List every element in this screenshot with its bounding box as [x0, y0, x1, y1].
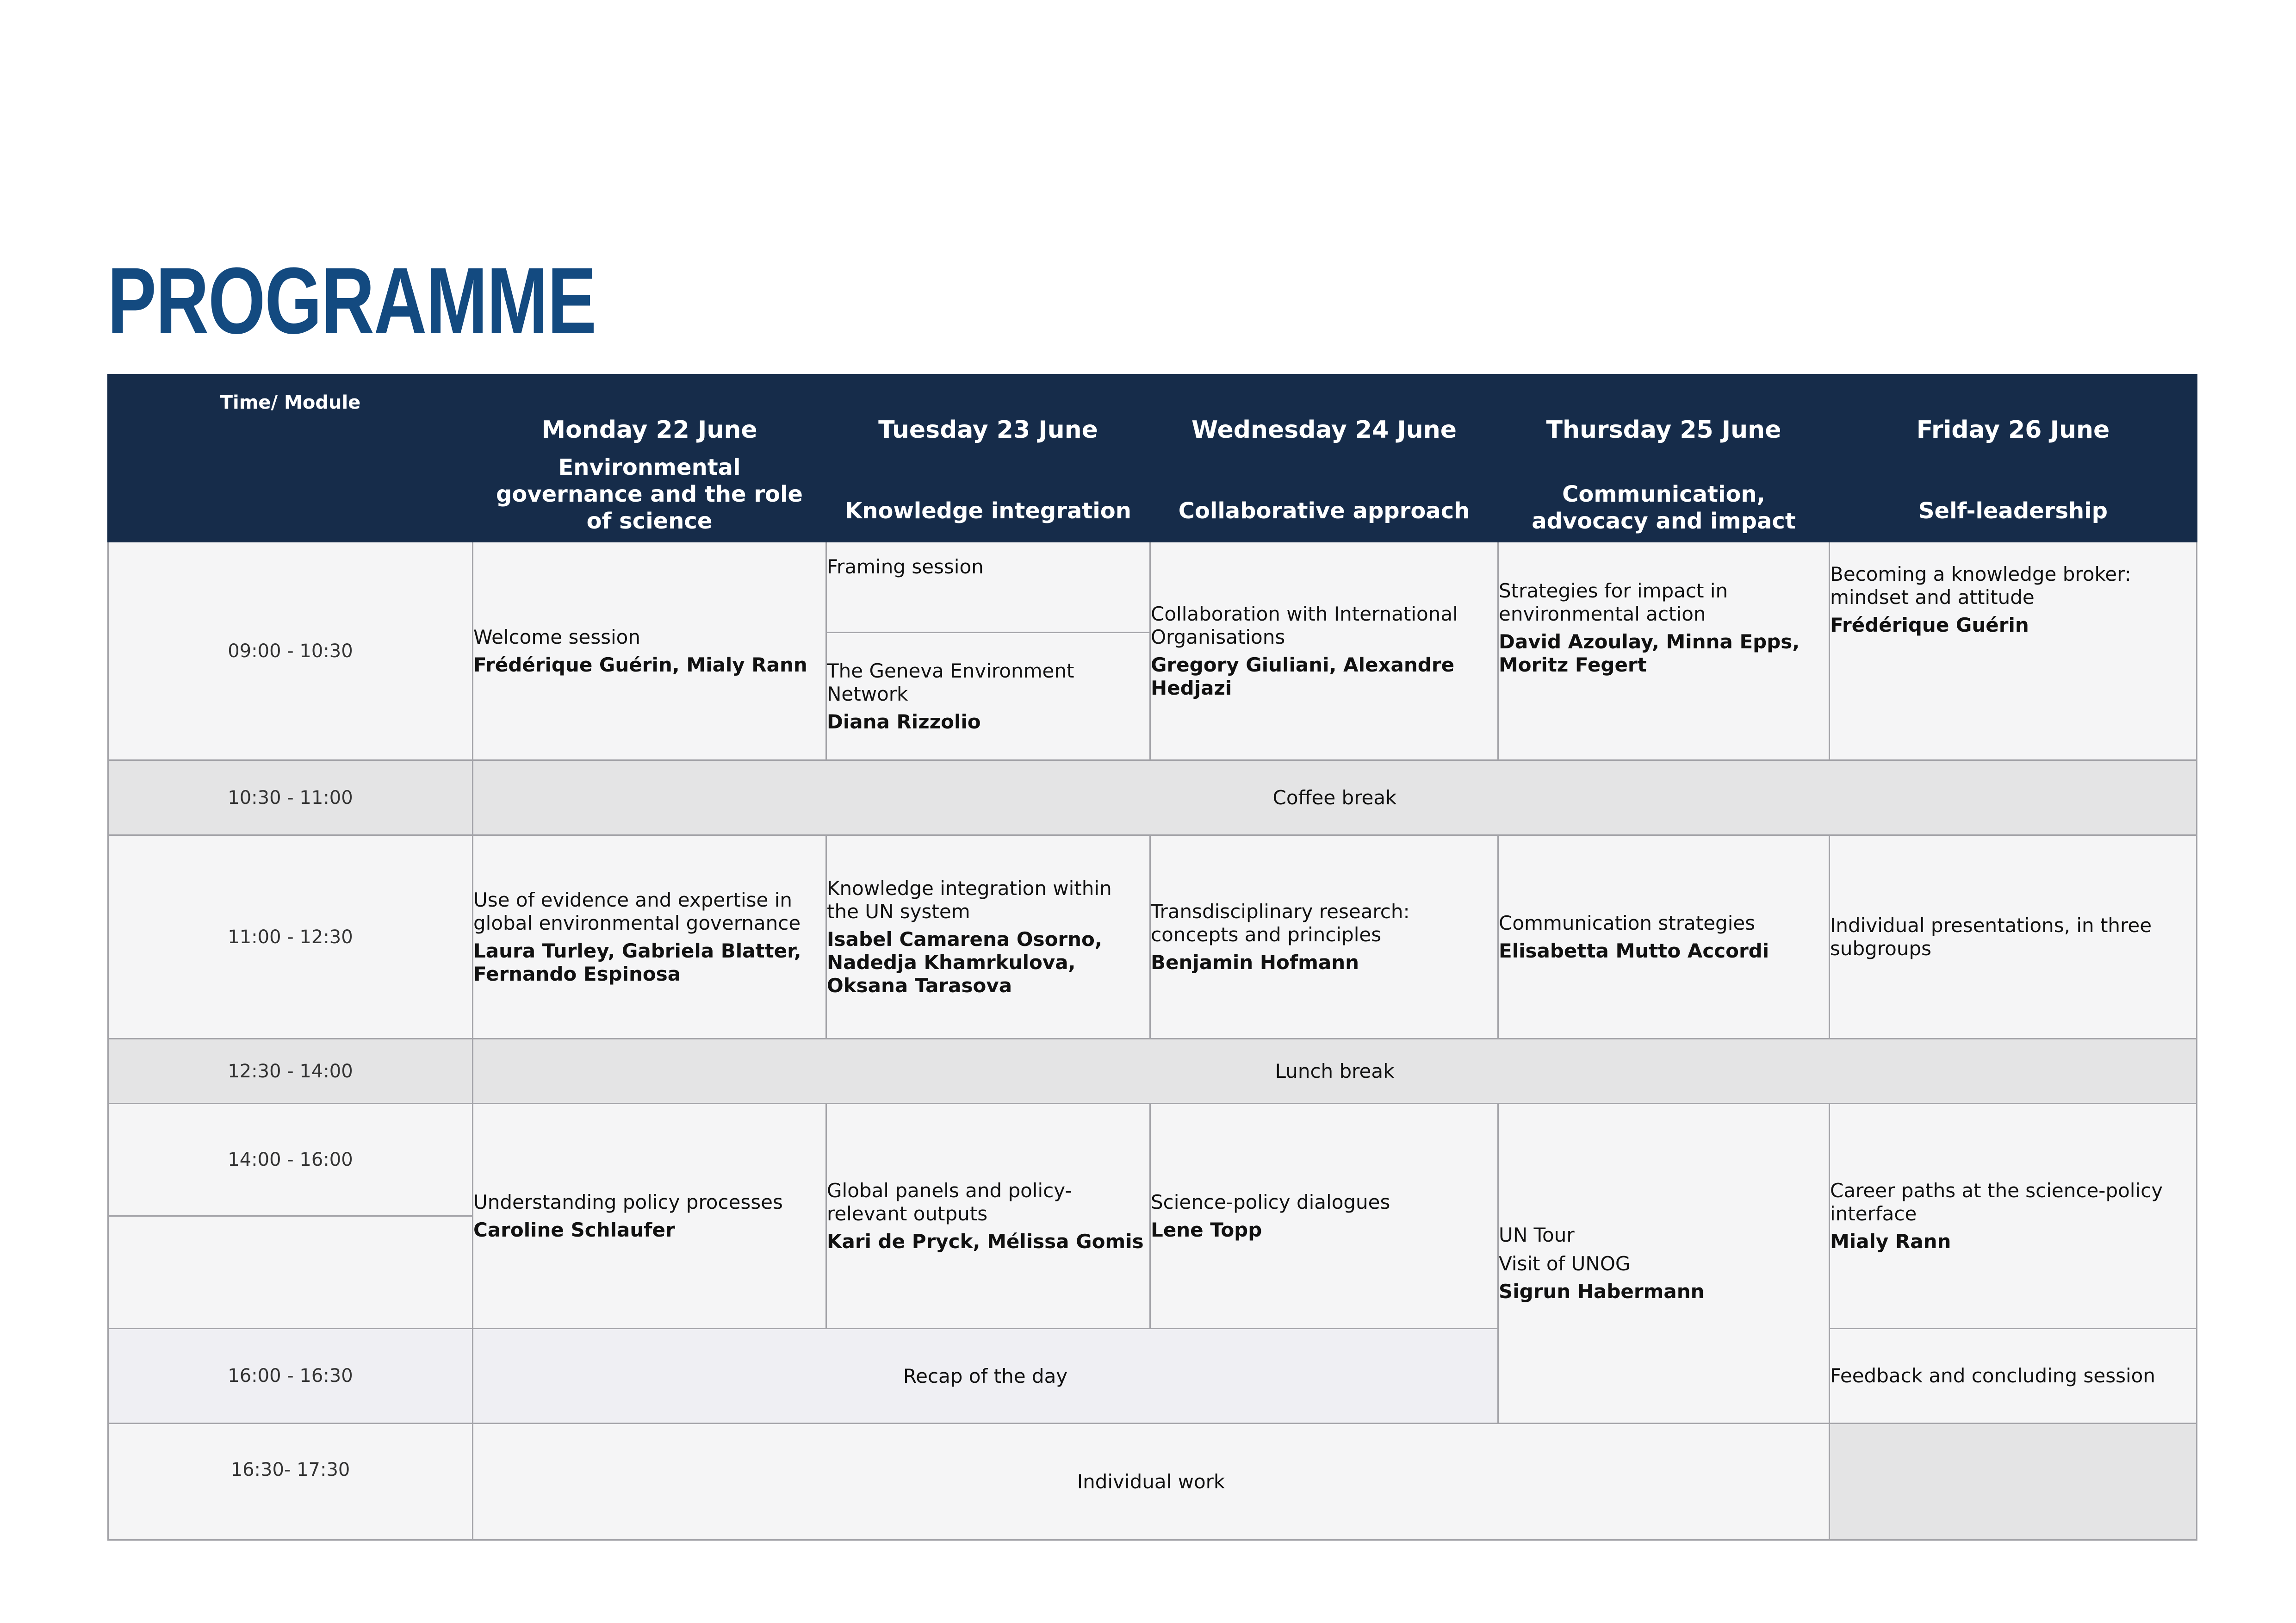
session-title: Collaboration with International Organisations [1151, 602, 1458, 648]
session-cell [1830, 1329, 2197, 1424]
session-speakers: Diana Rizzolio [827, 710, 981, 733]
session-cell [826, 835, 1150, 1039]
session-cell [826, 1104, 1150, 1329]
header-row [108, 375, 2197, 542]
session-title: Framing session [827, 555, 984, 578]
session-cell [473, 835, 826, 1039]
session-speakers: Isabel Camarena Osorno, Nadedja Khamrkulova, Oksana Tarasova [827, 927, 1102, 997]
session-title: Science-policy dialogues [1151, 1190, 1390, 1213]
session-cell [826, 633, 1150, 760]
page-title: PROGRAMME [107, 248, 596, 354]
time-cell: 16:00 - 16:30 [108, 1329, 473, 1424]
module-label: Collaborative approach [1178, 498, 1470, 524]
session-cell [1830, 1104, 2197, 1329]
header-monday [473, 375, 826, 542]
session-speakers: Caroline Schlaufer [473, 1218, 675, 1241]
session-title: Understanding policy processes [473, 1190, 783, 1213]
header-time-module [108, 375, 473, 542]
time-cell: 09:00 - 10:30 [108, 542, 473, 760]
day-label: Wednesday 24 June [1191, 416, 1457, 444]
header-tuesday [826, 375, 1150, 542]
session-speakers: Lene Topp [1151, 1218, 1262, 1241]
session-cell [1498, 542, 1830, 760]
session-title: Use of evidence and expertise in global environmental governance [473, 888, 801, 934]
session-title: Welcome session [473, 625, 640, 648]
session-speakers: Kari de Pryck, Mélissa Gomis [827, 1230, 1144, 1253]
session-title: Strategies for impact in environmental action [1499, 579, 1728, 625]
session-title: UN Tour [1499, 1224, 1575, 1246]
day-label: Thursday 25 June [1546, 416, 1781, 444]
module-label: Communication, advocacy and impact [1532, 481, 1796, 534]
session-title: Communication strategies [1499, 911, 1756, 934]
session-title: Feedback and concluding session [1830, 1364, 2155, 1387]
session-speakers: Frédérique Guérin [1830, 614, 2029, 636]
time-cell: 10:30 - 11:00 [108, 760, 473, 835]
coffee-break: Coffee break [473, 760, 2197, 835]
session-title: Individual presentations, in three subgroups [1830, 914, 2152, 960]
lunch-break: Lunch break [473, 1039, 2197, 1104]
programme-table [107, 374, 2197, 1541]
header-wednesday [1150, 375, 1498, 542]
table-row [108, 1039, 2197, 1104]
session-title: Knowledge integration within the UN system [827, 877, 1112, 923]
session-cell [473, 542, 826, 760]
session-title: Transdisciplinary research: concepts and principles [1151, 900, 1410, 946]
header-friday [1830, 375, 2197, 542]
table-row [108, 1329, 2197, 1424]
table-row [108, 1104, 2197, 1216]
individual-work: Individual work [473, 1424, 1830, 1540]
recap-of-the-day: Recap of the day [473, 1329, 1498, 1424]
session-speakers: Elisabetta Mutto Accordi [1499, 939, 1769, 962]
session-speakers: Frédérique Guérin, Mialy Rann [473, 653, 807, 676]
session-cell [473, 1104, 826, 1329]
session-title: Career paths at the science-policy interface [1830, 1179, 2163, 1225]
session-cell [1150, 542, 1498, 760]
session-cell [1150, 835, 1498, 1039]
session-cell [1150, 1104, 1498, 1329]
session-cell [1830, 835, 2197, 1039]
module-label: Self-leadership [1918, 498, 2108, 524]
table-row [108, 760, 2197, 835]
day-label: Tuesday 23 June [878, 416, 1098, 444]
session-title: Becoming a knowledge broker: mindset and attitude [1830, 563, 2131, 609]
day-label: Monday 22 June [541, 416, 757, 444]
module-label: Environmental governance and the role of science [496, 454, 803, 534]
empty-time-cell [108, 1216, 473, 1329]
session-title: The Geneva Environment Network [827, 659, 1074, 705]
session-cell [1830, 542, 2197, 760]
table-row [108, 1424, 2197, 1540]
day-label: Friday 26 June [1916, 416, 2110, 444]
session-cell [1498, 1104, 1830, 1424]
session-cell [826, 542, 1150, 633]
time-cell: 16:30- 17:30 [108, 1424, 473, 1540]
session-speakers: Laura Turley, Gabriela Blatter, Fernando Espinosa [473, 939, 801, 985]
session-subtitle: Visit of UNOG [1499, 1252, 1631, 1275]
session-speakers: Mialy Rann [1830, 1230, 1951, 1253]
time-cell: 14:00 - 16:00 [108, 1104, 473, 1216]
module-label: Knowledge integration [845, 498, 1131, 524]
session-cell [1498, 835, 1830, 1039]
time-cell: 12:30 - 14:00 [108, 1039, 473, 1104]
table-row [108, 835, 2197, 1039]
header-thursday [1498, 375, 1830, 542]
session-speakers: David Azoulay, Minna Epps, Moritz Fegert [1499, 630, 1800, 676]
session-speakers: Gregory Giuliani, Alexandre Hedjazi [1151, 653, 1455, 699]
session-title: Global panels and policy-relevant outputs [827, 1179, 1072, 1225]
empty-cell [1830, 1424, 2197, 1540]
time-cell: 11:00 - 12:30 [108, 835, 473, 1039]
time-module-label: Time/ Module [220, 392, 361, 413]
session-speakers: Benjamin Hofmann [1151, 951, 1359, 974]
session-speakers: Sigrun Habermann [1499, 1280, 1705, 1303]
table-row [108, 542, 2197, 633]
